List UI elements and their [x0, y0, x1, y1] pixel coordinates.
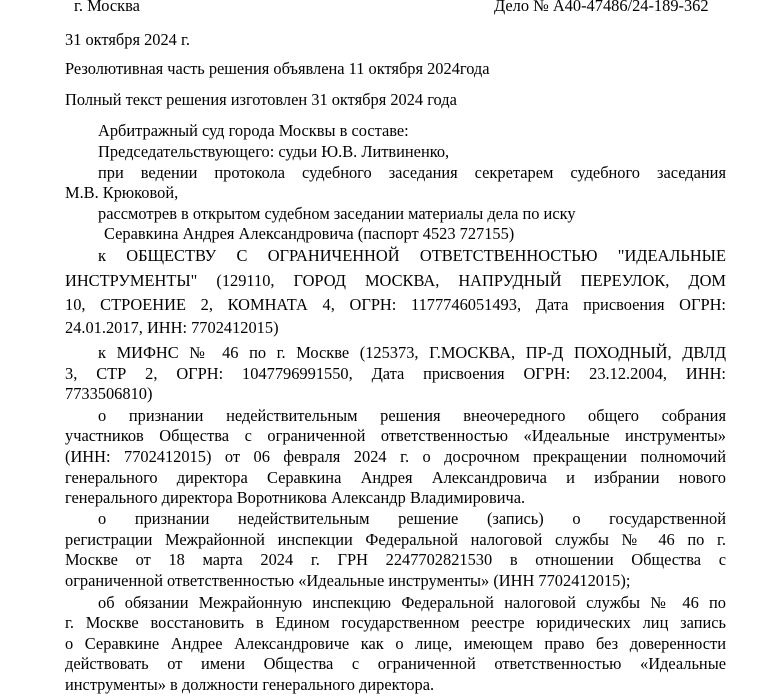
claim2-line: Москве от 18 марта 2024 г. ГРН 2247702821530 в отношении Общества с: [65, 550, 726, 569]
city: г. Москва: [74, 0, 140, 15]
claim1-line: участников Общества с ограниченной ответственностью «Идеальные инструменты»: [65, 426, 726, 445]
case-number: Дело № А40-47486/24-189-362: [494, 0, 709, 15]
resolution-announced: Резолютивная часть решения объявлена 11 октября 2024года: [65, 59, 490, 78]
claim3-line: о Серавкине Андрее Александровиче как о лице, имеющем право без доверенности: [65, 634, 726, 653]
claim3-line: г. Москве восстановить в Едином государственном реестре юридических лиц запись: [65, 613, 726, 632]
court-composition: Арбитражный суд города Москвы в составе:: [98, 121, 409, 140]
defendant2-line: 7733506810): [65, 384, 153, 403]
defendant1-line: 24.01.2017, ИНН: 7702412015): [65, 318, 279, 337]
claim2-line: ограниченной ответственностью «Идеальные инструменты» (ИНН 7702412015);: [65, 571, 631, 590]
defendant2-line: 3, СТР 2, ОГРН: 1047796991550, Дата присвоения ОГРН: 23.12.2004, ИНН:: [65, 364, 726, 383]
claim1-line: (ИНН: 7702412015) от 06 февраля 2024 г. о досрочном прекращении полномочий: [65, 447, 726, 466]
protocol-line: при ведении протокола судебного заседания секретарем судебного заседания: [98, 163, 726, 182]
defendant1-line: 10, СТРОЕНИЕ 2, КОМНАТА 4, ОГРН: 1177746051493, Дата присвоения ОГРН:: [65, 295, 726, 314]
considered-line: рассмотрев в открытом судебном заседании материалы дела по иску: [98, 204, 576, 223]
claim1-line: генерального директора Серавкина Андрея Александровича и избрании нового: [65, 468, 726, 487]
claim3-line: действовать от имени Общества с ограниченной ответственностью «Идеальные: [65, 654, 726, 673]
defendant1-line: ИНСТРУМЕНТЫ" (129110, ГОРОД МОСКВА, НАПРУДНЫЙ ПЕРЕУЛОК, ДОМ: [65, 271, 726, 290]
claim3-line: инструменты» в должности генерального директора.: [65, 675, 435, 694]
claim1-line: генерального директора Воротникова Александр Владимировича.: [65, 488, 526, 507]
full-text-made: Полный текст решения изготовлен 31 октября 2024 года: [65, 90, 457, 109]
defendant1-line: к ОБЩЕСТВУ С ОГРАНИЧЕННОЙ ОТВЕТСТВЕННОСТЬЮ "ИДЕАЛЬНЫЕ: [98, 246, 726, 265]
defendant2-line: к МИФНС № 46 по г. Москве (125373, Г.МОСКВА, ПР-Д ПОХОДНЫЙ, ДВЛД: [98, 343, 726, 362]
protocol-line: М.В. Крюковой,: [65, 183, 179, 202]
claim3-line: об обязании Межрайонную инспекцию Федеральной налоговой службы № 46 по: [98, 593, 726, 612]
claim2-line: регистрации Межрайонной инспекции Федеральной налоговой службы № 46 по г.: [65, 530, 726, 549]
claim2-line: о признании недействительным решение (запись) о государственной: [98, 509, 726, 528]
claim1-line: о признании недействительным решения внеочередного общего собрания: [98, 406, 726, 425]
plaintiff: Серавкина Андрея Александровича (паспорт 4523 727155): [104, 224, 515, 243]
decision-date: 31 октября 2024 г.: [65, 30, 190, 49]
presiding-judge: Председательствующего: судьи Ю.В. Литвиненко,: [98, 142, 450, 161]
